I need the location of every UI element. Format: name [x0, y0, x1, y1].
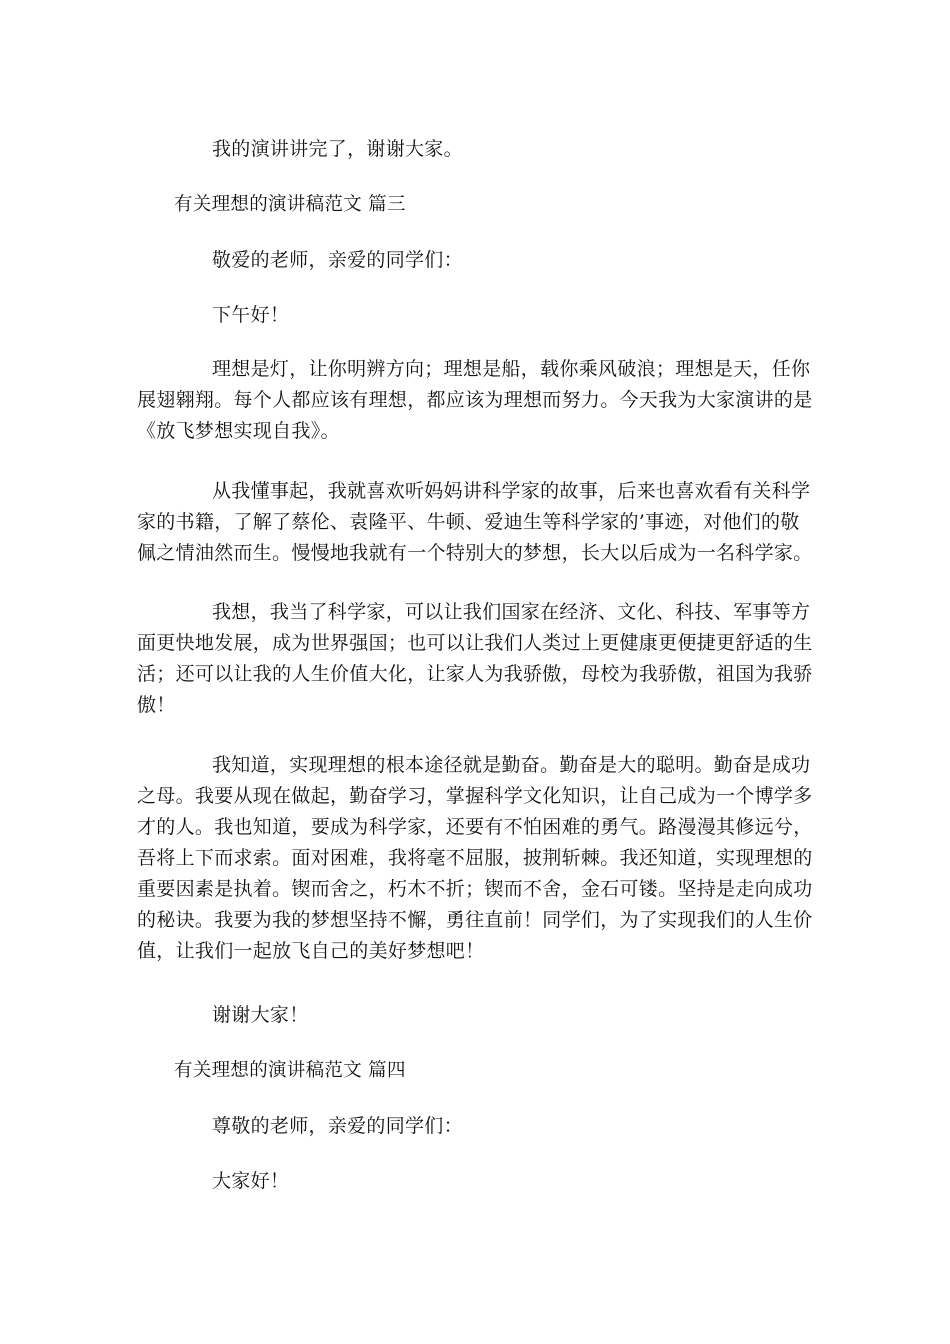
text-line: 尊敬的老师，亲爱的同学们： [212, 1115, 463, 1137]
text-line: 展翅翱翔。每个人都应该有理想，都应该为理想而努力。今天我为大家演讲的是 [137, 389, 813, 411]
section-heading-3 [174, 189, 406, 220]
text-line: 之母。我要从现在做起，勤奋学习，掌握科学文化知识，让自己成为一个博学多 [137, 785, 813, 807]
text-line: 谢谢大家！ [212, 1004, 309, 1026]
thanks-line [212, 1000, 309, 1031]
greeting [212, 1166, 289, 1197]
text-line: 我的演讲讲完了，谢谢大家。 [212, 138, 463, 160]
text-line: 面更快地发展，成为世界强国；也可以让我们人类过上更健康更便捷更舒适的生 [137, 632, 813, 654]
text-line: 傲！ [137, 694, 176, 716]
closing-line [212, 134, 463, 165]
text-line: 理想是灯，让你明辨方向；理想是船，载你乘风破浪；理想是天，任你 [212, 358, 811, 380]
heading-text: 有关理想的演讲稿范文 篇四 [174, 1060, 406, 1081]
paragraph-scientist [137, 597, 813, 721]
text-line: 的秘诀。我要为我的梦想坚持不懈，勇往直前！同学们，为了实现我们的人生价 [137, 909, 813, 931]
text-line: 大家好！ [212, 1170, 290, 1192]
text-line: 值，让我们一起放飞自己的美好梦想吧！ [137, 940, 485, 962]
salutation [212, 1111, 463, 1142]
text-line: 活；还可以让我的人生价值大化，让家人为我骄傲，母校为我骄傲，祖国为我骄 [137, 663, 813, 685]
paragraph-childhood [137, 476, 813, 569]
text-line: 吾将上下而求索。面对困难，我将毫不屈服，披荆斩棘。我还知道，实现理想的 [137, 847, 813, 869]
paragraph-ideal-lamp [137, 354, 813, 447]
salutation [212, 245, 463, 276]
heading-text: 有关理想的演讲稿范文 篇三 [174, 194, 406, 215]
text-line: 家的书籍，了解了蔡伦、袁隆平、牛顿、爱迪生等科学家的’事迹，对他们的敬 [137, 511, 800, 533]
section-heading-4 [174, 1055, 406, 1086]
text-line: 我知道，实现理想的根本途径就是勤奋。勤奋是大的聪明。勤奋是成功 [212, 754, 811, 776]
text-line: 佩之情油然而生。慢慢地我就有一个特别大的梦想，长大以后成为一名科学家。 [137, 542, 813, 564]
text-line: 才的人。我也知道，要成为科学家，还要有不怕困难的勇气。路漫漫其修远兮， [137, 816, 813, 838]
text-line: 重要因素是执着。锲而舍之，朽木不折；锲而不舍，金石可镂。坚持是走向成功 [137, 878, 813, 900]
text-line: 敬爱的老师，亲爱的同学们： [212, 249, 463, 271]
text-line: 我想，我当了科学家，可以让我们国家在经济、文化、科技、军事等方 [212, 601, 811, 623]
paragraph-diligence [137, 750, 813, 967]
text-line: 从我懂事起，我就喜欢听妈妈讲科学家的故事，后来也喜欢看有关科学 [212, 480, 811, 502]
text-line: 《放飞梦想实现自我》。 [137, 420, 340, 442]
text-line: 下午好！ [212, 304, 290, 326]
greeting [212, 300, 289, 331]
